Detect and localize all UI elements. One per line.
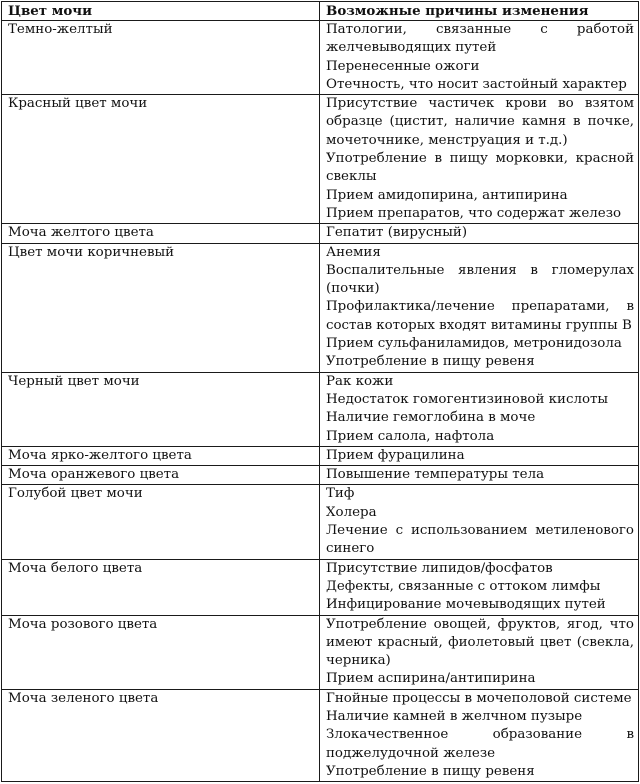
urine-color-cell: Моча ярко-желтого цвета [2, 446, 320, 465]
causes-cell [320, 95, 639, 224]
cause-item: Патологии, связанные с работой желчевыводящих путей [326, 22, 634, 56]
urine-color-cell: Моча зеленого цвета [2, 689, 320, 781]
header-row [2, 2, 639, 21]
cause-item: Анемия [326, 244, 381, 260]
cause-item: Дефекты, связанные с оттоком лимфы [326, 578, 601, 594]
urine-color-cell: Моча розового цвета [2, 615, 320, 689]
table-row [2, 485, 639, 559]
cause-item: Присутствие частичек крови во взятом образце (цистит, наличие камня в почке, мочеточнике, менструация и т.д.) [326, 96, 634, 148]
causes-cell [320, 446, 639, 465]
cause-item: Повышение температуры тела [326, 467, 545, 483]
causes-cell [320, 21, 639, 95]
cause-item: Прием аспирина/антипирина [326, 671, 536, 687]
cause-item: Перенесенные ожоги [326, 58, 480, 74]
causes-cell [320, 615, 639, 689]
urine-color-cell: Голубой цвет мочи [2, 485, 320, 559]
cause-item: Употребление в пищу морковки, красной свеклы [326, 151, 634, 185]
causes-cell [320, 224, 639, 243]
cause-item: Отечность, что носит застойный характер [326, 76, 627, 92]
cause-item: Инфицирование мочевыводящих путей [326, 597, 606, 613]
cause-item: Употребление овощей, фруктов, ягод, что имеют красный, фиолетовый цвет (свекла, черника) [326, 616, 634, 669]
table-row [2, 559, 639, 615]
urine-color-cell: Черный цвет мочи [2, 372, 320, 446]
table-row [2, 95, 639, 224]
urine-color-cell: Цвет мочи коричневый [2, 243, 320, 372]
cause-item: Холера [326, 504, 377, 520]
urine-color-cell: Моча оранжевого цвета [2, 466, 320, 485]
cause-item: Гнойные процессы в мочеполовой системе [326, 690, 632, 706]
urine-color-table [1, 1, 639, 782]
table-row [2, 689, 639, 781]
cause-item: Профилактика/лечение препаратами, в состав которых входят витамины группы В [326, 299, 634, 333]
table-row [2, 372, 639, 446]
cause-item: Присутствие липидов/фосфатов [326, 560, 553, 576]
causes-cell [320, 559, 639, 615]
cause-item: Употребление в пищу ревеня [326, 354, 535, 370]
cause-item: Злокачественное образование в поджелудочной железе [326, 727, 634, 761]
table-body [2, 21, 639, 782]
cause-item: Прием сульфаниламидов, метронидозола [326, 336, 622, 352]
cause-item: Лечение с использованием метиленового синего [326, 523, 634, 557]
causes-cell [320, 485, 639, 559]
cause-item: Наличие гемоглобина в моче [326, 410, 536, 426]
cause-item: Тиф [326, 486, 355, 502]
urine-color-cell: Моча желтого цвета [2, 224, 320, 243]
cause-item: Рак кожи [326, 373, 394, 389]
table-row [2, 466, 639, 485]
cause-item: Употребление в пищу ревеня [326, 763, 535, 779]
header-urine-color: Цвет мочи [2, 2, 320, 21]
causes-cell [320, 689, 639, 781]
urine-color-cell: Красный цвет мочи [2, 95, 320, 224]
cause-item: Недостаток гомогентизиновой кислоты [326, 391, 609, 407]
causes-cell [320, 243, 639, 372]
cause-item: Прием амидопирина, антипирина [326, 187, 568, 203]
causes-cell [320, 466, 639, 485]
cause-item: Прием фурацилина [326, 447, 465, 463]
cause-item: Прием препаратов, что содержат железо [326, 205, 622, 221]
cause-item: Наличие камней в желчном пузыре [326, 708, 583, 724]
urine-color-cell: Моча белого цвета [2, 559, 320, 615]
table-row [2, 21, 639, 95]
table-row [2, 615, 639, 689]
header-possible-causes: Возможные причины изменения [320, 2, 639, 21]
table-row [2, 446, 639, 465]
cause-item: Прием салола, нафтола [326, 428, 495, 444]
cause-item: Воспалительные явления в гломерулах (почки) [326, 262, 634, 297]
causes-cell [320, 372, 639, 446]
cause-item: Гепатит (вирусный) [326, 225, 468, 241]
table-row [2, 224, 639, 243]
urine-color-cell: Темно-желтый [2, 21, 320, 95]
table-row [2, 243, 639, 372]
